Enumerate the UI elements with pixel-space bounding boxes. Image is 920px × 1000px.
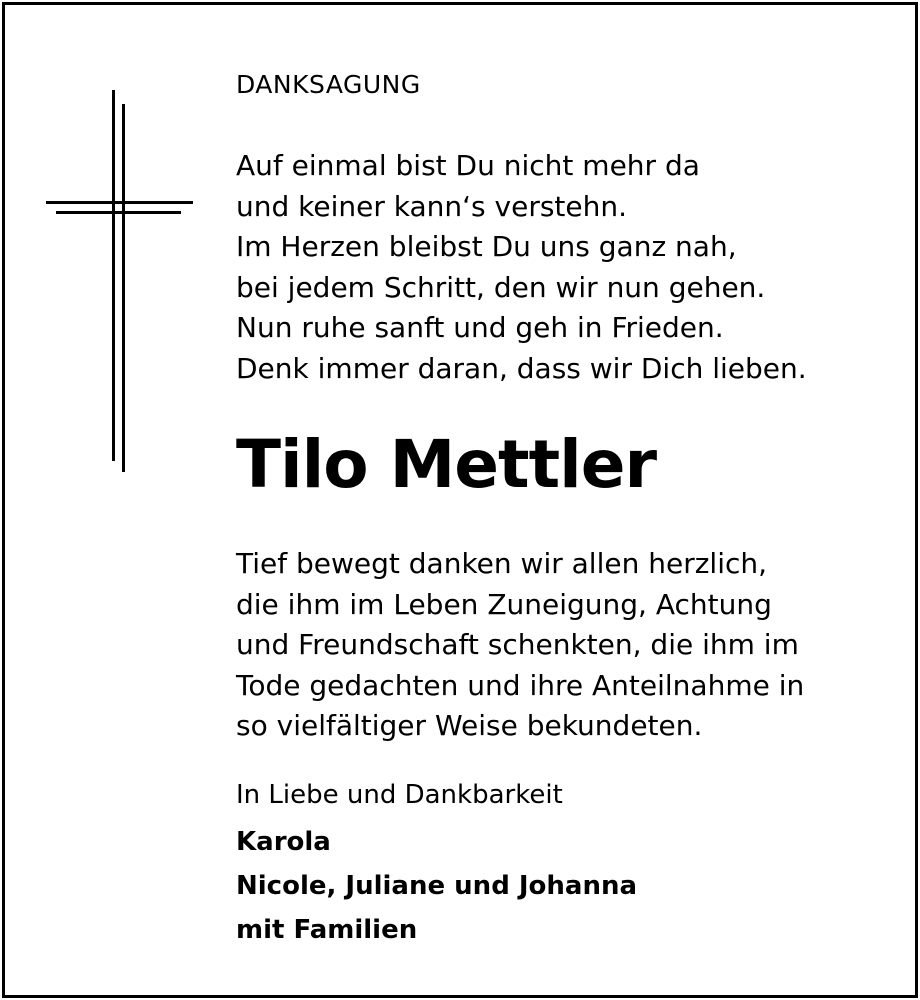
poem-line: Denk immer daran, dass wir Dich lieben.: [236, 351, 807, 385]
poem-line: Nun ruhe sanft und geh in Frieden.: [236, 311, 724, 344]
thanks-line: und Freundschaft schenkten, die ihm im: [236, 628, 799, 661]
poem-line: Im Herzen bleibst Du uns ganz nah,: [236, 230, 737, 263]
family-signature: [236, 820, 637, 952]
thanks-text: [236, 544, 804, 747]
poem: [236, 146, 807, 389]
poem-line: Auf einmal bist Du nicht mehr da: [236, 149, 700, 182]
family-line: Nicole, Juliane und Johanna: [236, 871, 638, 901]
poem-line: und keiner kann‘s verstehn.: [236, 189, 628, 223]
thanks-line: Tief bewegt danken wir allen herzlich,: [236, 547, 768, 580]
family-line: Karola: [236, 827, 331, 857]
thanks-line: so vielfältiger Weise bekundeten.: [236, 709, 703, 742]
closing-line: In Liebe und Dankbarkeit: [236, 780, 563, 810]
thanks-line: die ihm im Leben Zuneigung, Achtung: [236, 587, 772, 621]
cross-icon: [0, 0, 200, 480]
thanks-line: Tode gedachten und ihre Anteilnahme in: [236, 668, 805, 702]
notice-heading: DANKSAGUNG: [236, 70, 421, 99]
deceased-name: Tilo Mettler: [236, 426, 657, 503]
poem-line: bei jedem Schritt, den wir nun gehen.: [236, 270, 766, 304]
family-line: mit Familien: [236, 915, 418, 945]
